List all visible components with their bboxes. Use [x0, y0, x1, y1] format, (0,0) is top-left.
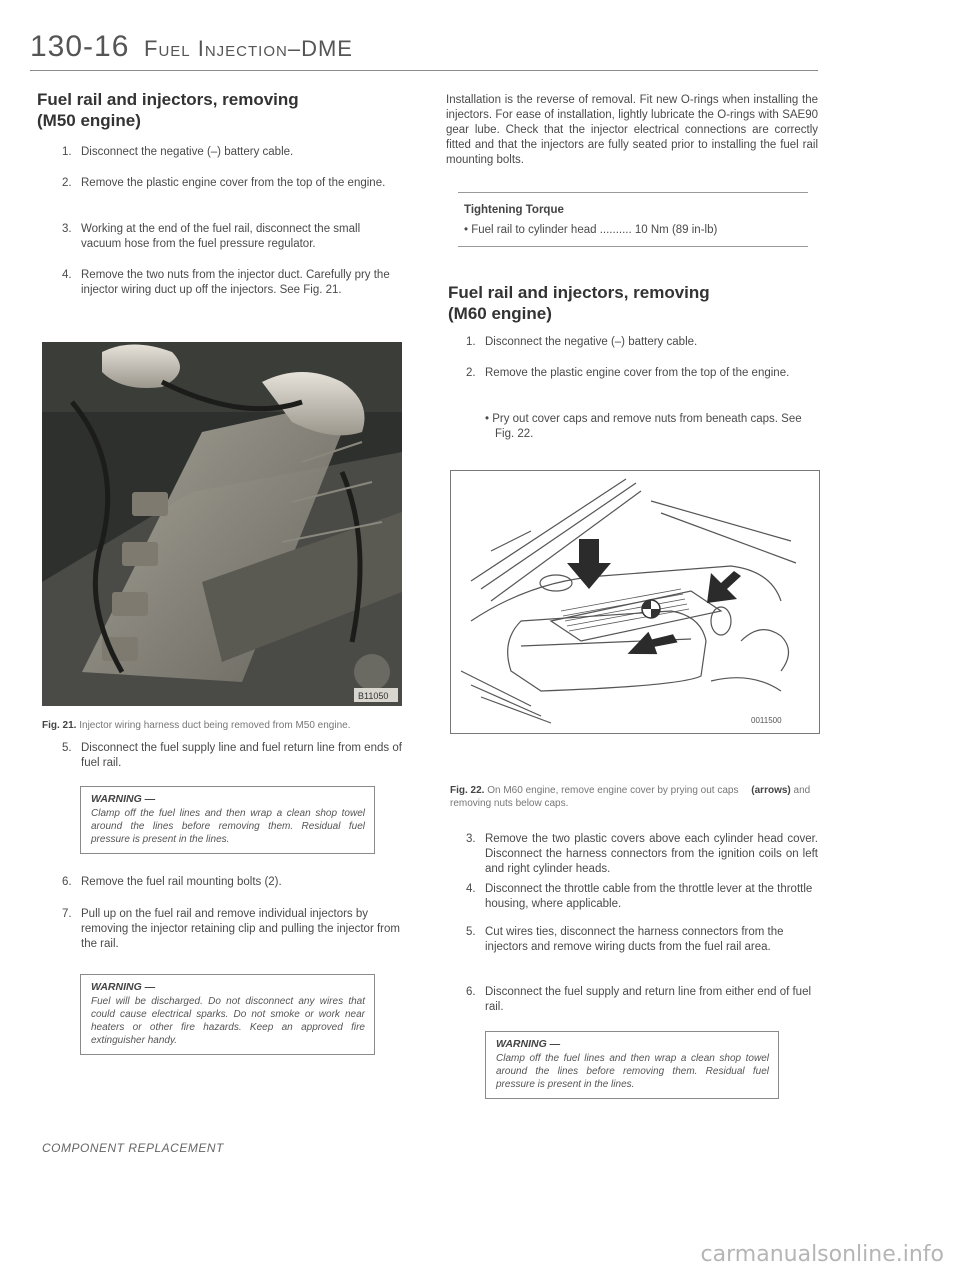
step-text: Cut wires ties, disconnect the harness connectors from the injectors and remove wiring ducts from the fuel rail area. [485, 926, 784, 953]
warning-text: Clamp off the fuel lines and then wrap a clean shop towel around the lines before removing them. Residual fuel pressure is present in the lines. [91, 808, 365, 845]
m50-step-6 [62, 875, 407, 890]
fig22-illustration [450, 470, 820, 734]
step-number: 1. [62, 146, 72, 158]
fig22-caption-bold: (arrows) [751, 785, 791, 796]
header-divider [30, 70, 818, 71]
m60-heading-line2: (M60 engine) [448, 304, 552, 323]
m50-warning-1 [80, 786, 375, 854]
fig22-caption-text-b: and removing nuts below caps. [450, 785, 811, 809]
step-text: Remove the fuel rail mounting bolts (2). [81, 876, 282, 888]
torque-top-rule [458, 192, 808, 193]
step-text: Pull up on the fuel rail and remove individual injectors by removing the injector retaining clip and pulling the injector from the rail. [81, 908, 400, 950]
step-text: Remove the two plastic covers above each cylinder head cover. Disconnect the harness connectors from the ignition coils on left and right cylinder heads. [485, 833, 818, 875]
step-number: 3. [62, 223, 72, 235]
page-number: 130-16 [30, 30, 130, 63]
torque-dots: .......... [599, 224, 632, 236]
step-text: Disconnect the negative (–) battery cable. [81, 146, 294, 158]
m50-warning-2 [80, 974, 375, 1055]
m50-step-2 [62, 176, 397, 191]
step-text: Remove the plastic engine cover from the top of the engine. [81, 177, 386, 189]
step-number: 3. [466, 833, 476, 845]
fig22-caption-text-a: On M60 engine, remove engine cover by prying out caps [487, 785, 739, 796]
torque-bottom-rule [458, 246, 808, 247]
step-number: 6. [466, 986, 476, 998]
m50-step-7 [62, 907, 407, 952]
m60-warning [485, 1031, 779, 1099]
m60-step-2 [466, 366, 818, 381]
m50-heading-line2: (M50 engine) [37, 111, 141, 130]
engine-photo-illustration [42, 342, 402, 706]
step-text: Disconnect the negative (–) battery cable. [485, 336, 698, 348]
m60-step-3 [466, 832, 818, 877]
m60-heading-line1: Fuel rail and injectors, removing [448, 283, 710, 302]
fig21-photo [42, 342, 402, 706]
step-number: 4. [466, 883, 476, 895]
engine-cover-drawing [451, 471, 819, 733]
step-number: 2. [62, 177, 72, 189]
step-text: Remove the plastic engine cover from the top of the engine. [485, 367, 790, 379]
m50-step-3 [62, 222, 397, 252]
m60-step-6 [466, 985, 818, 1015]
m60-bullet: • Pry out cover caps and remove nuts from beneath caps. See Fig. 22. [485, 413, 802, 440]
fig21-code: B11050 [358, 691, 389, 701]
footer-section-label: COMPONENT REPLACEMENT [42, 1141, 224, 1155]
torque-title: Tightening Torque [464, 204, 564, 216]
warning-text: Fuel will be discharged. Do not disconnect any wires that could cause electrical sparks. Do not smoke or work near heaters or other fire hazards. Keep an approved fire extinguisher handy. [91, 996, 365, 1046]
step-text: Working at the end of the fuel rail, disconnect the small vacuum hose from the fuel pressure regulator. [81, 223, 361, 250]
torque-value: 10 Nm (89 in-lb) [634, 224, 718, 236]
step-text: Remove the two nuts from the injector duct. Carefully pry the injector wiring duct up off the injectors. See Fig. 21. [81, 269, 390, 296]
fig22-caption-label: Fig. 22. [450, 785, 485, 796]
m50-step-4 [62, 268, 397, 298]
step-text: Disconnect the fuel supply and return line from either end of fuel rail. [485, 986, 812, 1013]
step-number: 6. [62, 876, 72, 888]
step-number: 7. [62, 908, 72, 920]
step-number: 1. [466, 336, 476, 348]
step-text: Disconnect the fuel supply line and fuel return line from ends of fuel rail. [81, 742, 402, 769]
m60-heading [448, 282, 808, 324]
m50-step-5 [62, 741, 407, 771]
watermark: carmanualsonline.info [700, 1242, 944, 1267]
warning-title: WARNING — [91, 981, 156, 993]
m60-step-4 [466, 882, 818, 912]
step-number: 4. [62, 269, 72, 281]
m60-step-5 [466, 925, 818, 955]
warning-title: WARNING — [496, 1038, 561, 1050]
step-text: Disconnect the throttle cable from the throttle lever at the throttle housing, where applicable. [485, 883, 813, 910]
torque-item: • Fuel rail to cylinder head [464, 224, 597, 236]
step-number: 2. [466, 367, 476, 379]
section-title: Fuel Injection–DME [144, 36, 353, 61]
fig21-caption-text: Injector wiring harness duct being removed from M50 engine. [79, 720, 351, 731]
m50-step-1 [62, 145, 397, 160]
fig22-code: 0011500 [751, 716, 782, 725]
installation-paragraph: Installation is the reverse of removal. Fit new O-rings when installing the injectors. For ease of installation, lightly lubricate the O-rings with SAE90 gear lube. Check that the injector electrical connections are correctly fitted and that the injectors are fully seated prior to installing the fuel rail mounting bolts. [446, 94, 818, 166]
fig21-caption-label: Fig. 21. [42, 720, 77, 731]
fig22-caption [450, 784, 815, 810]
warning-text: Clamp off the fuel lines and then wrap a clean shop towel around the lines before removing them. Residual fuel pressure is present in the lines. [496, 1053, 769, 1090]
torque-spec [464, 224, 814, 236]
fig21-caption [42, 719, 412, 732]
m60-step-1 [466, 335, 818, 350]
step-number: 5. [466, 926, 476, 938]
m50-heading [37, 89, 377, 131]
step-number: 5. [62, 742, 72, 754]
m50-heading-line1: Fuel rail and injectors, removing [37, 90, 299, 109]
warning-title: WARNING — [91, 793, 156, 805]
